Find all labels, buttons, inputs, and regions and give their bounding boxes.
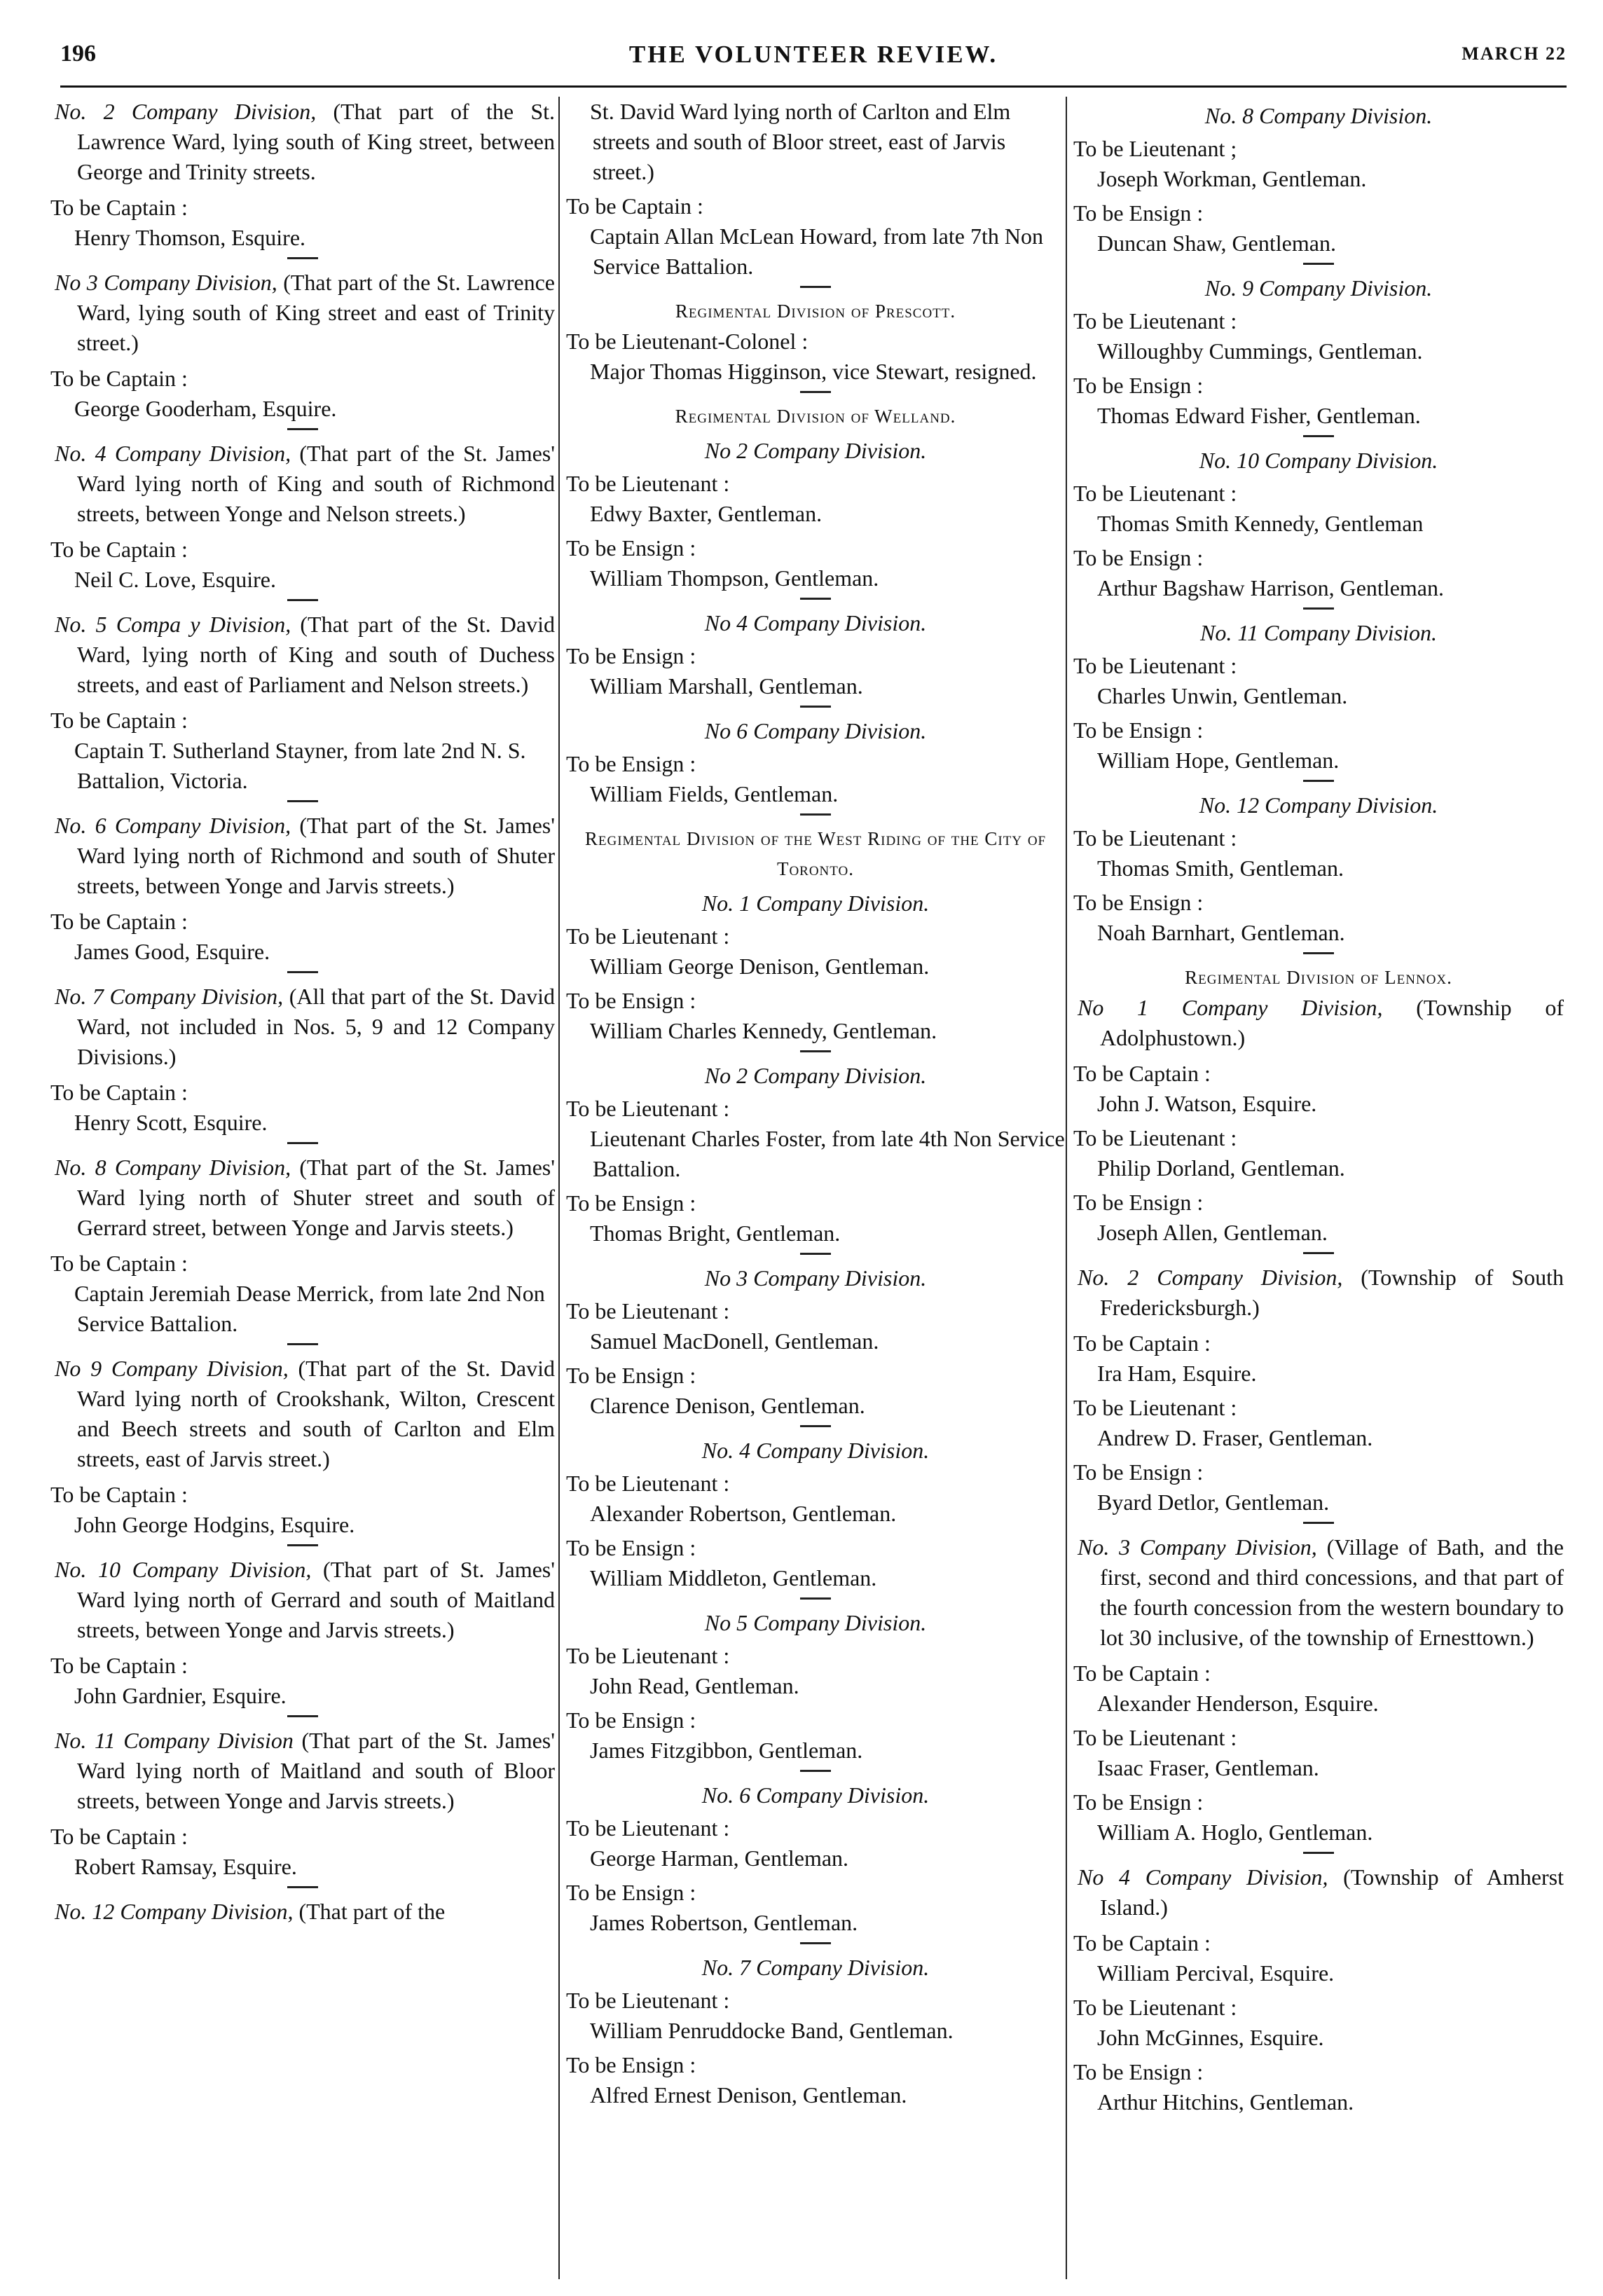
- division-boundary-text: (That part of the St. James' Ward lying north of Richmond and south of Shuter streets, between Yonge and Jarvis streets.): [77, 813, 555, 898]
- appointee-name: John Gardnier, Esquire.: [74, 1683, 287, 1708]
- division-label: No 3 Company Division,: [55, 270, 277, 295]
- separator-dash: [1303, 780, 1334, 782]
- page-number: 196: [60, 41, 96, 67]
- appointee-name: Lieutenant Charles Foster, from late 4th Non Service Battalion.: [590, 1126, 1065, 1181]
- separator-dash: [287, 1886, 318, 1888]
- appointment-role: To be Lieutenant :: [566, 471, 730, 496]
- appointee-name: William Charles Kennedy, Gentleman.: [590, 1018, 937, 1043]
- division-description: [50, 97, 555, 187]
- appointee-name: Philip Dorland, Gentleman.: [1097, 1155, 1345, 1181]
- division-label: No. 12 Company Division,: [55, 1899, 294, 1924]
- appointment-role: To be Ensign :: [566, 988, 696, 1013]
- separator-dash: [1303, 1522, 1334, 1524]
- appointment-role: To be Ensign :: [566, 1535, 696, 1560]
- appointee-name: Duncan Shaw, Gentleman.: [1097, 231, 1336, 256]
- appointee-name: William Hope, Gentleman.: [1097, 748, 1340, 773]
- appointee-name: Neil C. Love, Esquire.: [74, 567, 276, 592]
- appointment-role: To be Lieutenant-Colonel :: [566, 329, 809, 354]
- appointment-role: To be Lieutenant :: [1073, 308, 1237, 334]
- company-division-heading: No. 7 Company Division.: [701, 1955, 930, 1980]
- division-description: [50, 1726, 555, 1816]
- division-description: [50, 1555, 555, 1645]
- appointment-role: To be Lieutenant ;: [1073, 136, 1237, 161]
- appointment-role: To be Lieutenant :: [1073, 1125, 1237, 1150]
- appointee-name: George Gooderham, Esquire.: [74, 396, 337, 421]
- division-label: No. 4 Company Division,: [55, 441, 291, 466]
- company-division-heading: No. 4 Company Division.: [701, 1438, 930, 1463]
- column-1: [50, 97, 555, 1932]
- appointment-role: To be Ensign :: [1073, 717, 1204, 743]
- separator-dash: [800, 286, 831, 288]
- appointment-role: To be Captain :: [1073, 1331, 1211, 1356]
- header-rule: [60, 85, 1567, 88]
- separator-dash: [800, 391, 831, 393]
- division-description: [1073, 1862, 1564, 1923]
- appointment-role: To be Lieutenant :: [1073, 1395, 1237, 1420]
- appointee-name: Samuel MacDonell, Gentleman.: [590, 1328, 879, 1354]
- column-3: [1073, 97, 1564, 2122]
- appointment-role: To be Captain :: [50, 1824, 188, 1849]
- separator-dash: [1303, 263, 1334, 265]
- division-boundary-text: (That part of the St. James' Ward lying north of Maitland and south of Bloor streets, between Yonge and Jarvis streets.): [77, 1728, 555, 1813]
- appointee-name: Noah Barnhart, Gentleman.: [1097, 920, 1345, 945]
- appointment-role: To be Lieutenant :: [566, 923, 730, 949]
- division-boundary-text: (All that part of the St. David Ward, not included in Nos. 5, 9 and 12 Company Divisions.): [77, 984, 556, 1069]
- company-division-heading: No 3 Company Division.: [704, 1265, 927, 1291]
- separator-dash: [1303, 435, 1334, 437]
- appointment-role: To be Ensign :: [566, 1707, 696, 1733]
- separator-dash: [800, 1050, 831, 1052]
- division-description: [50, 439, 555, 529]
- company-division-heading: No. 1 Company Division.: [701, 891, 930, 916]
- appointment-role: To be Ensign :: [566, 1880, 696, 1905]
- separator-dash: [287, 800, 318, 802]
- appointment-role: To be Ensign :: [1073, 1789, 1204, 1815]
- division-label: No. 5 Compa y Division,: [55, 612, 291, 637]
- separator-dash: [287, 1343, 318, 1345]
- appointment-role: To be Captain :: [50, 1653, 188, 1678]
- division-label: No 9 Company Division,: [55, 1356, 289, 1381]
- appointment-role: To be Captain :: [50, 1080, 188, 1105]
- appointee-name: William Thompson, Gentleman.: [590, 565, 879, 591]
- separator-dash: [287, 257, 318, 259]
- appointee-name: William A. Hoglo, Gentleman.: [1097, 1820, 1373, 1845]
- company-division-heading: No. 10 Company Division.: [1199, 448, 1438, 473]
- division-label: No. 11 Company Division: [55, 1728, 294, 1753]
- separator-dash: [800, 1425, 831, 1427]
- appointment-role: To be Captain :: [50, 909, 188, 934]
- division-boundary-text: (Township of Adolphustown.): [1100, 995, 1564, 1050]
- appointment-role: To be Ensign :: [1073, 1459, 1204, 1485]
- separator-dash: [287, 1544, 318, 1546]
- division-label: No. 2 Company Division,: [1078, 1265, 1343, 1290]
- company-division-heading: No. 9 Company Division.: [1204, 275, 1433, 301]
- appointment-role: To be Lieutenant :: [1073, 481, 1237, 506]
- appointment-role: To be Captain :: [50, 708, 188, 733]
- appointment-role: To be Ensign :: [1073, 2059, 1204, 2084]
- appointee-name: Ira Ham, Esquire.: [1097, 1361, 1257, 1386]
- regimental-division-heading: Regimental Division of Lennox.: [1185, 967, 1452, 988]
- appointment-role: To be Lieutenant :: [566, 1643, 730, 1668]
- appointee-name: Thomas Smith Kennedy, Gentleman: [1097, 511, 1424, 536]
- division-boundary-text: (That part of the St. David Ward, lying north of King and south of Duchess streets, and east of Parliament and Nelson streets.): [77, 612, 555, 697]
- appointment-role: To be Ensign :: [1073, 545, 1204, 570]
- column-divider: [558, 97, 560, 2279]
- appointee-name: William George Denison, Gentleman.: [590, 954, 930, 979]
- appointment-role: To be Captain :: [1073, 1061, 1211, 1086]
- division-boundary-text: (That part of the St. James' Ward lying north of King and south of Richmond streets, between Yonge and Nelson streets.): [77, 441, 555, 526]
- appointment-role: To be Ensign :: [566, 643, 696, 668]
- separator-dash: [287, 971, 318, 973]
- division-description: [50, 1153, 555, 1243]
- division-description: [1073, 1532, 1564, 1653]
- company-division-heading: No 2 Company Division.: [704, 438, 927, 463]
- appointee-name: Major Thomas Higginson, vice Stewart, resigned.: [590, 359, 1037, 384]
- appointee-name: St. David Ward lying north of Carlton and Elm streets and south of Bloor street, east of Jarvis street.): [590, 99, 1011, 184]
- appointee-name: James Fitzgibbon, Gentleman.: [590, 1738, 863, 1763]
- division-label: No 4 Company Division,: [1078, 1864, 1328, 1890]
- appointee-name: Byard Detlor, Gentleman.: [1097, 1490, 1330, 1515]
- division-description: [50, 811, 555, 901]
- separator-dash: [287, 428, 318, 430]
- appointee-name: James Good, Esquire.: [74, 939, 270, 964]
- company-division-heading: No 5 Company Division.: [704, 1610, 927, 1635]
- division-description: [50, 982, 555, 1072]
- appointee-name: Clarence Denison, Gentleman.: [590, 1393, 865, 1418]
- appointee-name: Captain Jeremiah Dease Merrick, from late 2nd Non Service Battalion.: [74, 1281, 545, 1336]
- separator-dash: [287, 599, 318, 601]
- division-boundary-text: (That part of St. James' Ward lying north of Gerrard and south of Maitland streets, between Yonge and Jarvis streets.): [77, 1557, 556, 1642]
- division-boundary-text: (Township of South Fredericksburgh.): [1100, 1265, 1564, 1320]
- division-boundary-text: (That part of the: [293, 1899, 446, 1924]
- appointee-name: Charles Unwin, Gentleman.: [1097, 683, 1348, 708]
- division-boundary-text: (That part of the St. David Ward lying north of Crookshank, Wilton, Crescent and Beech streets and south of Carlton and Elm streets, east of Jarvis street.): [77, 1356, 556, 1471]
- separator-dash: [800, 1597, 831, 1600]
- appointment-role: To be Ensign :: [1073, 373, 1204, 398]
- appointment-role: To be Captain :: [50, 1482, 188, 1507]
- appointee-name: Arthur Bagshaw Harrison, Gentleman.: [1097, 575, 1444, 600]
- division-label: No. 7 Company Division,: [55, 984, 284, 1009]
- appointee-name: Isaac Fraser, Gentleman.: [1097, 1755, 1319, 1780]
- appointee-name: William Marshall, Gentleman.: [590, 673, 863, 699]
- appointee-name: Joseph Allen, Gentleman.: [1097, 1220, 1328, 1245]
- separator-dash: [287, 1715, 318, 1717]
- page-header: [60, 41, 1567, 80]
- division-description: [1073, 1263, 1564, 1323]
- division-label: No. 3 Company Division,: [1078, 1534, 1317, 1560]
- separator-dash: [800, 598, 831, 600]
- appointee-name: William Penruddocke Band, Gentleman.: [590, 2018, 954, 2043]
- division-description: [1073, 993, 1564, 1053]
- appointment-role: To be Captain :: [50, 537, 188, 562]
- regimental-division-heading: Regimental Division of Welland.: [675, 406, 956, 427]
- appointee-name: John Read, Gentleman.: [590, 1673, 799, 1698]
- appointee-name: John McGinnes, Esquire.: [1097, 2025, 1324, 2050]
- division-boundary-text: (Village of Bath, and the first, second and third concessions, and that part of the fourth concession from the western boundary to lot 30 inclusive, of the township of Ernesttown.): [1100, 1534, 1564, 1650]
- appointment-role: To be Ensign :: [566, 535, 696, 561]
- division-description: [50, 1897, 555, 1927]
- division-description: [50, 1354, 555, 1474]
- separator-dash: [800, 1770, 831, 1772]
- column-2: [566, 97, 1065, 2115]
- appointee-name: George Harman, Gentleman.: [590, 1845, 849, 1871]
- separator-dash: [800, 813, 831, 816]
- company-division-heading: No. 8 Company Division.: [1204, 103, 1433, 128]
- regimental-division-heading: Regimental Division of the West Riding of the City of Toronto.: [584, 828, 1047, 879]
- appointee-name: Joseph Workman, Gentleman.: [1097, 166, 1367, 191]
- appointee-name: Andrew D. Fraser, Gentleman.: [1097, 1425, 1373, 1450]
- appointee-name: Arthur Hitchins, Gentleman.: [1097, 2089, 1354, 2115]
- appointment-role: To be Captain :: [1073, 1661, 1211, 1686]
- appointment-role: To be Captain :: [1073, 1930, 1211, 1955]
- appointment-role: To be Ensign :: [566, 2052, 696, 2077]
- appointment-role: To be Ensign :: [1073, 890, 1204, 915]
- appointee-name: Captain T. Sutherland Stayner, from late 2nd N. S. Battalion, Victoria.: [74, 738, 526, 793]
- appointment-role: To be Ensign :: [566, 1363, 696, 1388]
- appointee-name: Henry Thomson, Esquire.: [74, 225, 306, 250]
- separator-dash: [1303, 952, 1334, 954]
- appointment-role: To be Captain :: [50, 195, 188, 220]
- appointee-name: Thomas Smith, Gentleman.: [1097, 855, 1344, 881]
- column-divider: [1066, 97, 1067, 2279]
- appointee-name: Willoughby Cummings, Gentleman.: [1097, 338, 1423, 364]
- appointment-role: To be Lieutenant :: [1073, 1725, 1237, 1750]
- appointment-role: To be Lieutenant :: [1073, 825, 1237, 851]
- appointee-name: Thomas Bright, Gentleman.: [590, 1221, 841, 1246]
- division-description: [50, 268, 555, 358]
- division-boundary-text: (That part of the St. James' Ward lying north of Shuter street and south of Gerrard street, between Yonge and Jarvis steets.): [77, 1155, 555, 1240]
- regimental-division-heading: Regimental Division of Prescott.: [675, 301, 956, 322]
- appointment-role: To be Captain :: [50, 366, 188, 391]
- issue-date: MARCH 22: [1461, 43, 1567, 64]
- division-label: No. 6 Company Division,: [55, 813, 291, 838]
- appointment-role: To be Lieutenant :: [566, 1471, 730, 1496]
- division-label: No. 8 Company Division,: [55, 1155, 291, 1180]
- division-label: No 1 Company Division,: [1078, 995, 1383, 1020]
- appointee-name: James Robertson, Gentleman.: [590, 1910, 858, 1935]
- appointee-name: Robert Ramsay, Esquire.: [74, 1854, 297, 1879]
- company-division-heading: No. 6 Company Division.: [701, 1782, 930, 1808]
- division-description: [50, 610, 555, 700]
- separator-dash: [800, 706, 831, 708]
- company-division-heading: No. 11 Company Division.: [1199, 620, 1438, 645]
- company-division-heading: No. 12 Company Division.: [1199, 792, 1438, 818]
- appointee-name: Henry Scott, Esquire.: [74, 1110, 268, 1135]
- division-label: No. 10 Company Division,: [55, 1557, 312, 1582]
- appointee-name: William Percival, Esquire.: [1097, 1960, 1335, 1986]
- appointee-name: Thomas Edward Fisher, Gentleman.: [1097, 403, 1421, 428]
- separator-dash: [800, 1253, 831, 1255]
- appointee-name: Alfred Ernest Denison, Gentleman.: [590, 2082, 907, 2108]
- appointment-role: To be Ensign :: [566, 751, 696, 776]
- division-label: No. 2 Company Division,: [55, 99, 317, 124]
- appointment-role: To be Ensign :: [1073, 1190, 1204, 1215]
- division-boundary-text: (Township of Amherst Island.): [1100, 1864, 1564, 1920]
- masthead-title: THE VOLUNTEER REVIEW.: [628, 41, 998, 68]
- appointee-name: Captain Allan McLean Howard, from late 7th Non Service Battalion.: [590, 224, 1043, 279]
- division-boundary-text: (That part of the St. Lawrence Ward, lying south of King street, between George and Trinity streets.: [77, 99, 556, 184]
- appointment-role: To be Captain :: [50, 1251, 188, 1276]
- separator-dash: [800, 1942, 831, 1944]
- company-division-heading: No 6 Company Division.: [704, 718, 927, 743]
- company-division-heading: No 4 Company Division.: [704, 610, 927, 635]
- appointee-name: John George Hodgins, Esquire.: [74, 1512, 355, 1537]
- separator-dash: [1303, 607, 1334, 610]
- appointment-role: To be Lieutenant :: [566, 1096, 730, 1121]
- appointment-role: To be Captain :: [566, 193, 703, 219]
- appointment-role: To be Lieutenant :: [566, 1298, 730, 1324]
- separator-dash: [287, 1142, 318, 1144]
- appointment-role: To be Lieutenant :: [1073, 1995, 1237, 2020]
- appointee-name: John J. Watson, Esquire.: [1097, 1091, 1317, 1116]
- appointee-name: Alexander Henderson, Esquire.: [1097, 1691, 1379, 1716]
- appointment-role: To be Lieutenant :: [566, 1815, 730, 1841]
- appointee-name: William Middleton, Gentleman.: [590, 1565, 877, 1590]
- appointment-role: To be Lieutenant :: [566, 1988, 730, 2013]
- appointee-name: Alexander Robertson, Gentleman.: [590, 1501, 897, 1526]
- appointee-name: Edwy Baxter, Gentleman.: [590, 501, 823, 526]
- appointment-role: To be Ensign :: [566, 1190, 696, 1216]
- appointment-role: To be Ensign :: [1073, 200, 1204, 226]
- company-division-heading: No 2 Company Division.: [704, 1063, 927, 1088]
- separator-dash: [1303, 1852, 1334, 1854]
- separator-dash: [1303, 1252, 1334, 1254]
- appointee-name: William Fields, Gentleman.: [590, 781, 839, 806]
- appointment-role: To be Lieutenant :: [1073, 653, 1237, 678]
- division-boundary-text: (That part of the St. Lawrence Ward, lying south of King street and east of Trinity street.): [77, 270, 556, 355]
